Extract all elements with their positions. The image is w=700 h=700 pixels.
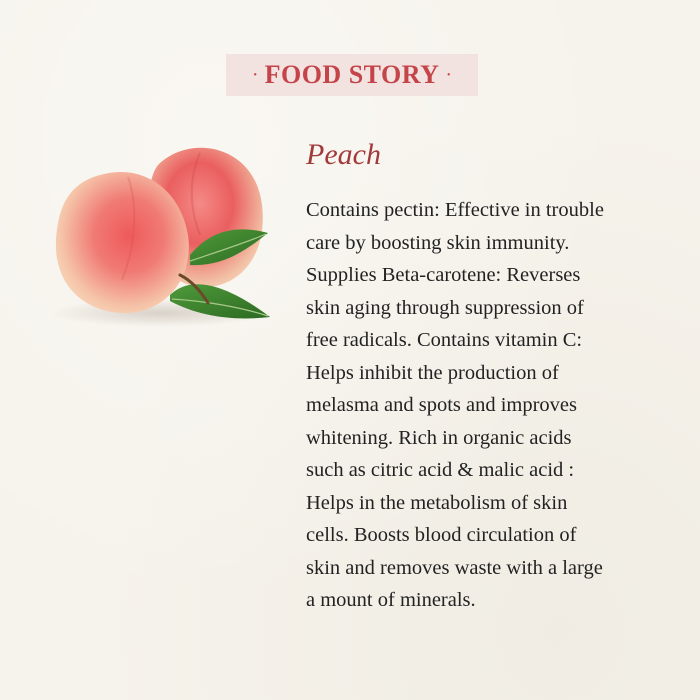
description-line: whitening. Rich in organic acids: [306, 426, 572, 449]
description-line: a mount of minerals.: [306, 589, 476, 611]
header-dot-left: ·: [251, 64, 259, 86]
product-name: Peach: [306, 138, 381, 171]
description-line: cells. Boosts blood circulation of: [306, 524, 577, 546]
description-line: skin and removes waste with a large: [306, 556, 603, 579]
description-line: melasma and spots and improves: [306, 394, 578, 416]
description-line: care by boosting skin immunity.: [306, 231, 570, 254]
header-title: FOOD STORY: [264, 60, 440, 89]
description-line: Contains pectin: Effective in trouble: [306, 199, 604, 221]
header-badge: [226, 54, 478, 96]
peach-icon: [40, 135, 280, 335]
description-line: free radicals. Contains vitamin C:: [306, 329, 583, 351]
description-line: Supplies Beta-carotene: Reverses: [306, 264, 581, 286]
description-line: Helps inhibit the production of: [306, 361, 559, 384]
description-text: [306, 194, 666, 617]
header-dot-right: ·: [445, 64, 453, 86]
description-line: Helps in the metabolism of skin: [306, 491, 568, 514]
description-line: such as citric acid & malic acid :: [306, 459, 575, 481]
description-line: skin aging through suppression of: [306, 296, 584, 319]
